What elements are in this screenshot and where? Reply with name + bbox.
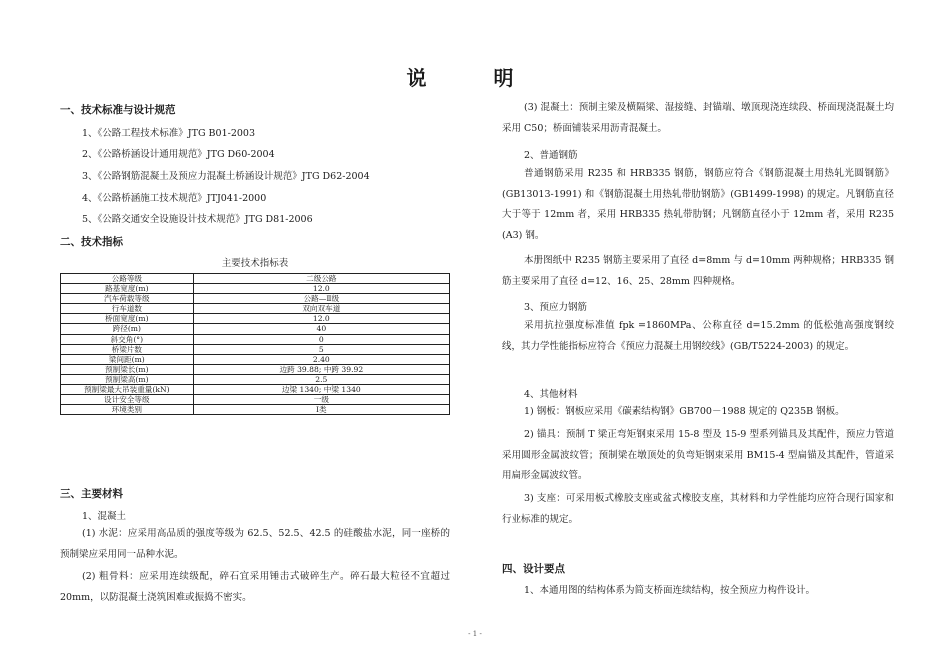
rebar-paragraph-1: 普通钢筋采用 R235 和 HRB335 钢筋，钢筋应符合《钢筋混凝土用热轧光圆钢筋》(GB13013-1991) 和《钢筋混凝土用热轧带肋钢筋》(GB1499-1998) 的规定。凡钢筋直径大于等于 12mm 者，采用 HRB335 热轧带肋钢；凡钢筋直径小于 12mm 者，采用 R235 (A3) 钢。 [502, 168, 894, 241]
table-value: Ⅰ类 [193, 405, 449, 415]
table-row [61, 274, 450, 284]
standard-item-3: 3、《公路钢筋混凝土及预应力混凝土桥涵设计规范》JTG D62-2004 [82, 171, 370, 182]
table-row [61, 314, 450, 324]
table-value: 5 [193, 344, 449, 354]
table-key: 预制梁最大吊装重量(kN) [61, 385, 194, 395]
concrete-grade-paragraph: (3) 混凝土：预制主梁及横隔梁、湿接缝、封锚端、墩顶现浇连续段、桥面现浇混凝土均采用 C50；桥面铺装采用沥青混凝土。 [502, 102, 894, 134]
section-2-heading: 二、技术指标 [60, 236, 123, 248]
standard-item-5: 5、《公路交通安全设施设计技术规范》JTG D81-2006 [82, 214, 313, 225]
table-value: 2.5 [193, 374, 449, 384]
table-value: 40 [193, 324, 449, 334]
table-key: 公路等级 [61, 274, 194, 284]
table-row [61, 364, 450, 374]
table-value: 2.40 [193, 354, 449, 364]
design-point-1: 1、本通用图的结构体系为简支桥面连续结构，按全预应力构件设计。 [524, 585, 816, 596]
table-row [61, 354, 450, 364]
table-value: 公路—Ⅱ级 [193, 294, 449, 304]
aggregate-paragraph: (2) 粗骨料：应采用连续级配，碎石宜采用锤击式破碎生产。碎石最大粒径不宜超过 20mm，以防混凝土浇筑困难或振捣不密实。 [60, 571, 450, 603]
table-key: 设计安全等级 [61, 395, 194, 405]
table-row [61, 294, 450, 304]
concrete-subheading: 1、混凝土 [82, 511, 127, 522]
table-key: 梁间距(m) [61, 354, 194, 364]
table-row [61, 405, 450, 415]
cement-paragraph: (1) 水泥：应采用高品质的强度等级为 62.5、52.5、42.5 的硅酸盐水泥，同一座桥的预制梁应采用同一品种水泥。 [60, 528, 450, 560]
table-row [61, 385, 450, 395]
spec-table [60, 273, 450, 415]
bearing-paragraph: 3) 支座：可采用板式橡胶支座或盆式橡胶支座，其材料和力学性能均应符合现行国家和行业标准的规定。 [502, 493, 894, 525]
table-row [61, 324, 450, 334]
table-row [61, 395, 450, 405]
table-key: 斜交角(°) [61, 334, 194, 344]
table-key: 路基宽度(m) [61, 284, 194, 294]
other-materials-subheading: 4、其他材料 [524, 389, 578, 400]
standard-item-4: 4、《公路桥涵施工技术规范》JTJ041-2000 [82, 193, 267, 204]
table-row [61, 284, 450, 294]
section-4-heading: 四、设计要点 [502, 563, 565, 575]
standard-item-1: 1、《公路工程技术标准》JTG B01-2003 [82, 128, 256, 139]
table-row [61, 334, 450, 344]
table-key: 桥面宽度(m) [61, 314, 194, 324]
rebar-paragraph-2: 本册图纸中 R235 钢筋主要采用了直径 d=8mm 与 d=10mm 两种规格；HRB335 钢筋主要采用了直径 d=12、16、25、28mm 四种规格。 [502, 255, 894, 287]
rebar-subheading: 2、普通钢筋 [524, 150, 578, 161]
table-key: 预制梁高(m) [61, 374, 194, 384]
table-value: 双向双车道 [193, 304, 449, 314]
page-number: - 1 - [468, 630, 482, 638]
table-key: 跨径(m) [61, 324, 194, 334]
table-value: 0 [193, 334, 449, 344]
prestress-subheading: 3、预应力钢筋 [524, 302, 588, 313]
table-value: 12.0 [193, 314, 449, 324]
standard-item-2: 2、《公路桥涵设计通用规范》JTG D60-2004 [82, 149, 275, 160]
table-value: 边跨 39.88; 中跨 39.92 [193, 364, 449, 374]
table-value: 12.0 [193, 284, 449, 294]
table-key: 汽车荷载等级 [61, 294, 194, 304]
table-key: 环境类别 [61, 405, 194, 415]
page-title: 说 明 [406, 66, 544, 90]
section-3-heading: 三、主要材料 [60, 488, 123, 500]
table-row [61, 374, 450, 384]
anchorage-paragraph: 2) 锚具：预制 T 梁正弯矩钢束采用 15-8 型及 15-9 型系列锚具及其配件，预应力管道采用圆形金属波纹管；预制梁在墩顶处的负弯矩钢束采用 BM15-4 型扁锚及其配件，管道采用扁形金属波纹管。 [502, 429, 894, 481]
table-value: 一级 [193, 395, 449, 405]
table-caption: 主要技术指标表 [221, 258, 289, 269]
table-row [61, 304, 450, 314]
table-key: 行车道数 [61, 304, 194, 314]
table-row [61, 344, 450, 354]
table-key: 桥梁片数 [61, 344, 194, 354]
table-value: 边梁 1340; 中梁 1340 [193, 385, 449, 395]
table-value: 二级公路 [193, 274, 449, 284]
steel-plate-paragraph: 1) 钢板：钢板应采用《碳素结构钢》GB700－1988 规定的 Q235B 钢板。 [524, 406, 845, 417]
prestress-paragraph: 采用抗拉强度标准值 fpk =1860MPa、公称直径 d=15.2mm 的低松弛高强度钢绞线，其力学性能指标应符合《预应力混凝土用钢绞线》(GB/T5224-2003) 的规定。 [502, 320, 894, 352]
section-1-heading: 一、技术标准与设计规范 [60, 104, 176, 116]
table-key: 预制梁长(m) [61, 364, 194, 374]
